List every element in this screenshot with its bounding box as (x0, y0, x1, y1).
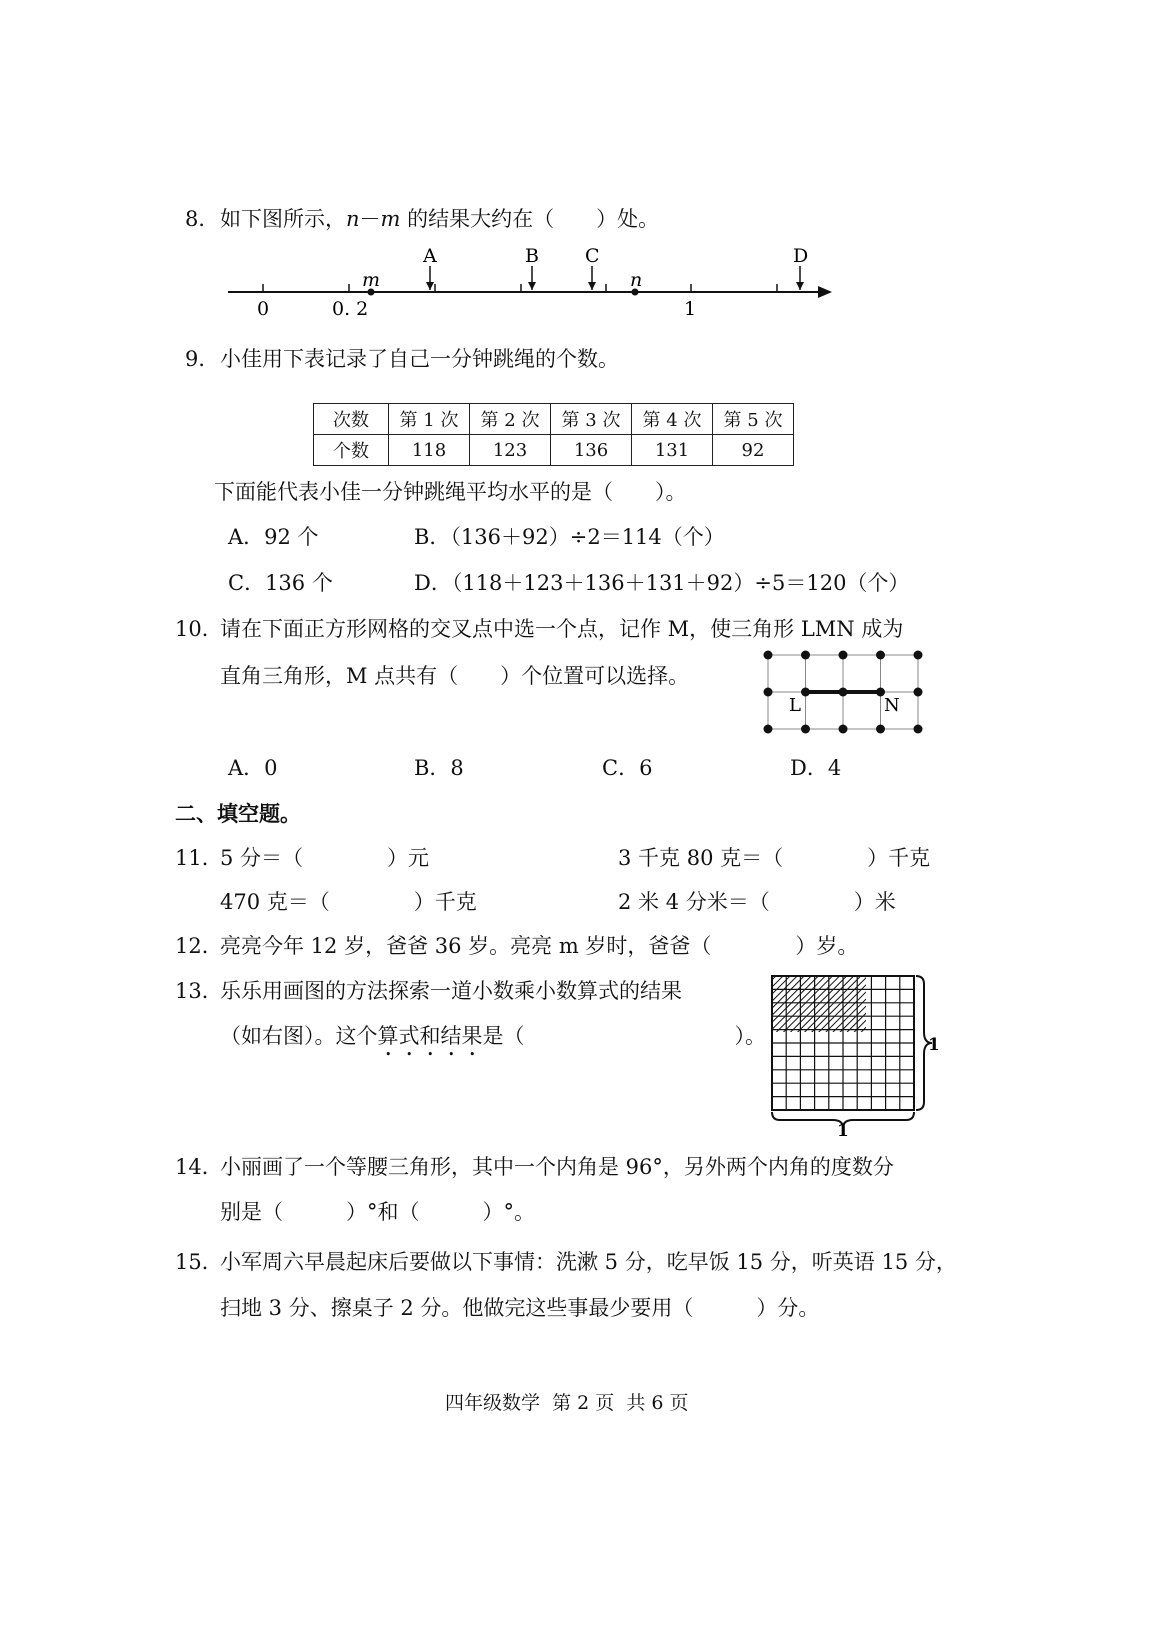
q8-prefix: 如下图所示， (220, 207, 346, 231)
q15-line2: 扫地 3 分、擦桌子 2 分。他做完这些事最少要用（ ）分。 (220, 1296, 820, 1320)
q12-number: 12． (175, 934, 223, 958)
table-cell: 131 (632, 435, 713, 466)
q10-line1: 请在下面正方形网格的交叉点中选一个点，记作 M，使三角形 LMN 成为 (220, 617, 904, 641)
q11-b: 3 千克 80 克＝（ ）千克 (618, 846, 931, 870)
q13-number: 13． (175, 979, 223, 1003)
q10-number: 10． (175, 617, 223, 641)
q10-option-c: C．6 (602, 756, 653, 780)
q8-number: 8． (185, 207, 220, 231)
q8-var-m: m (380, 207, 401, 231)
table-cell: 136 (551, 435, 632, 466)
q11-d: 2 米 4 分米＝（ ）米 (618, 890, 896, 914)
q9-stem: 小佳用下表记录了自己一分钟跳绳的个数。 (220, 347, 619, 371)
number-line-ticks (263, 284, 777, 292)
table-cell: 123 (470, 435, 551, 466)
q9-option-d: D．（118＋123＋136＋131＋92）÷5＝120（个） (414, 571, 910, 595)
side-label: 1 (928, 1035, 940, 1055)
q8-stem (220, 203, 659, 233)
table-cell: 第 4 次 (632, 404, 713, 435)
q11-c: 470 克＝（ ）千克 (220, 890, 477, 914)
point-n-label: N (884, 695, 900, 716)
tick-label-1: 1 (684, 298, 697, 320)
tick-label-0.2: 0. 2 (332, 298, 369, 320)
table-cell: 次数 (314, 404, 389, 435)
q13-line2-pre: （如右图）。这个 (220, 1024, 378, 1048)
q9-number: 9． (185, 347, 220, 371)
table-cell: 第 5 次 (713, 404, 794, 435)
q15-number: 15． (175, 1250, 223, 1274)
q8-suffix: 的结果大约在（ ）处。 (400, 207, 660, 231)
q14-line2: 别是（ ）°和（ ）°。 (220, 1200, 535, 1224)
q8-minus: － (359, 207, 381, 231)
table-cell: 92 (713, 435, 794, 466)
q10-option-a: A．0 (228, 756, 278, 780)
arrow-d (793, 245, 808, 290)
point-m-label: m (362, 269, 381, 291)
arrow-b-label: B (525, 245, 539, 267)
table-cell: 个数 (314, 435, 389, 466)
q9-option-b: B．（136＋92）÷2＝114（个） (414, 525, 725, 549)
q11-a: 5 分＝（ ）元 (220, 846, 430, 870)
q10-line2: 直角三角形，M 点共有（ ）个位置可以选择。 (220, 664, 690, 688)
point-l-label: L (789, 695, 801, 716)
q8-var-n: n (346, 207, 360, 231)
q13-line2 (220, 1020, 766, 1061)
table-row (314, 404, 794, 435)
q9-record-table (313, 403, 794, 466)
q8-number-line (220, 240, 840, 325)
point-n-label: n (630, 269, 643, 291)
q10-square-grid (758, 645, 928, 740)
table-cell: 第 3 次 (551, 404, 632, 435)
table-cell: 第 2 次 (470, 404, 551, 435)
q13-hundred-grid (762, 968, 942, 1138)
section-title: 二、填空题。 (175, 801, 301, 826)
q9-option-a: A．92 个 (228, 525, 319, 549)
q13-line1: 乐乐用画图的方法探索一道小数乘小数算式的结果 (220, 979, 682, 1003)
table-cell: 第 1 次 (389, 404, 470, 435)
arrow-d-label: D (793, 245, 809, 267)
q13-emphasis: 算式和结果 (377, 1024, 483, 1048)
q10-option-d: D．4 (790, 756, 842, 780)
table-cell: 118 (389, 435, 470, 466)
bottom-label: 1 (837, 1121, 849, 1138)
number-line-arrowhead (818, 286, 832, 298)
q14-line1: 小丽画了一个等腰三角形，其中一个内角是 96°，另外两个内角的度数分 (220, 1155, 894, 1179)
arrow-b (525, 245, 539, 290)
arrow-c-label: C (585, 245, 600, 267)
q12-text: 亮亮今年 12 岁，爸爸 36 岁。亮亮 m 岁时，爸爸（ ）岁。 (220, 934, 859, 958)
page-footer: 四年级数学 第 2 页 共 6 页 (445, 1392, 689, 1414)
arrow-c (585, 245, 600, 290)
q10-option-b: B．8 (414, 756, 464, 780)
q9-option-c: C．136 个 (228, 571, 333, 595)
q11-number: 11． (175, 846, 223, 870)
arrow-a-label: A (423, 245, 437, 267)
q9-question: 下面能代表小佳一分钟跳绳平均水平的是（ ）。 (214, 480, 687, 504)
q14-number: 14． (175, 1155, 223, 1179)
table-row (314, 435, 794, 466)
arrow-a (422, 245, 437, 290)
tick-label-0: 0 (257, 298, 270, 320)
q15-line1: 小军周六早晨起床后要做以下事情：洗漱 5 分，吃早饭 15 分，听英语 15 分， (220, 1250, 957, 1274)
q13-line2-post: 是（ ）。 (482, 1024, 766, 1048)
